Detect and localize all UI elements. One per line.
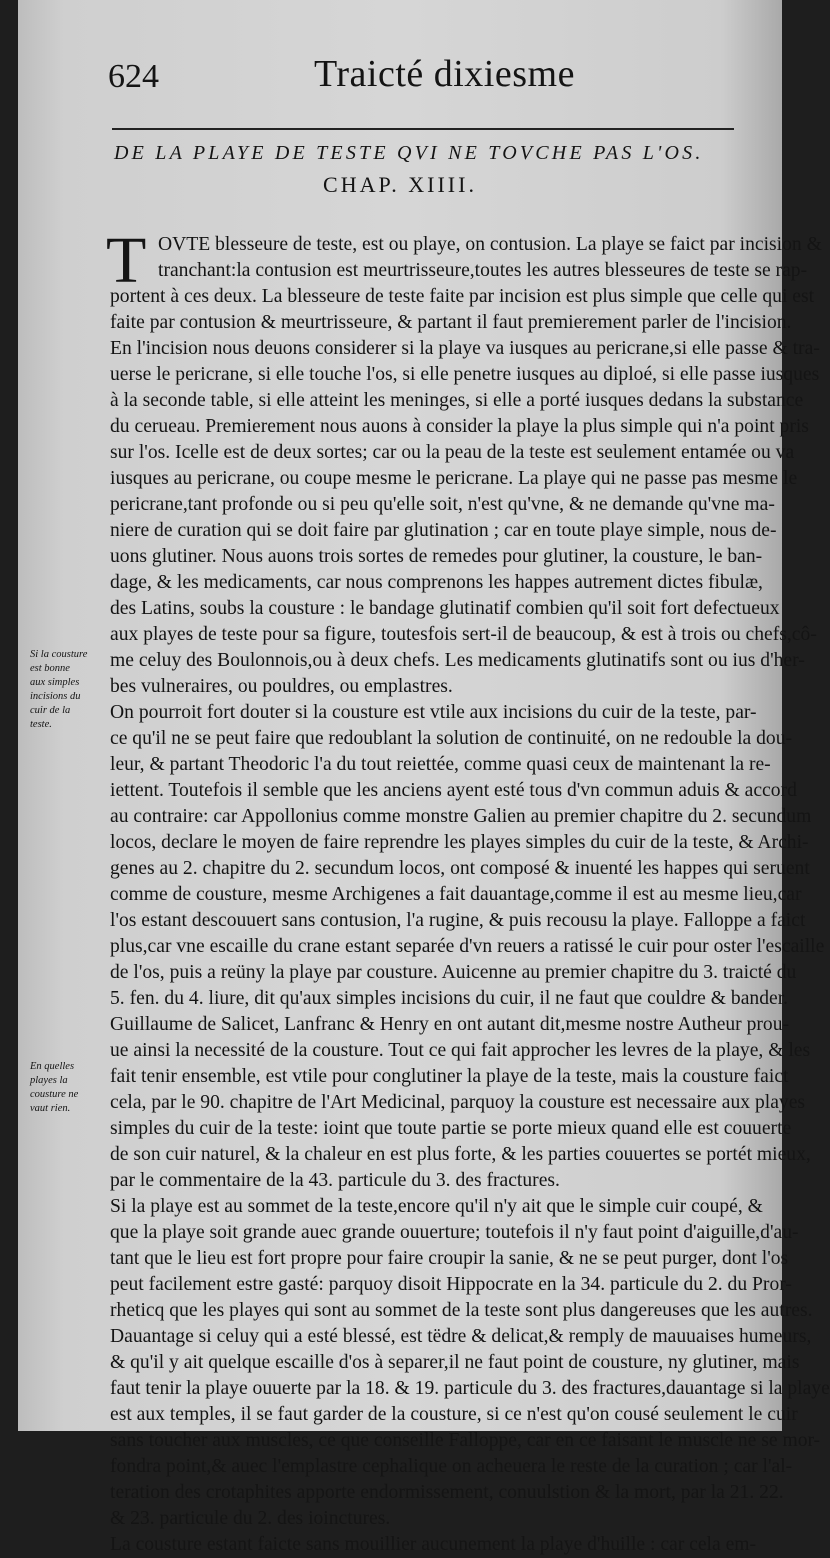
margin-note-line: En quelles [30, 1061, 75, 1072]
text-line: tant que le lieu est fort propre pour faire croupir la sanie, & ne se peut purger, dont l'os [110, 1248, 789, 1269]
margin-note-line: teste. [30, 719, 52, 730]
text-line: leur, & partant Theodoric l'a du tout reiettée, comme quasi ceux de maintenant la re- [110, 754, 771, 775]
text-line: simples du cuir de la teste: ioint que toute partie se porte mieux quand elle est couuerte [110, 1118, 792, 1139]
text-line: tranchant:la contusion est meurtrisseure,toutes les autres blesseures de teste se rap- [158, 260, 808, 281]
text-line: iusques au pericrane, ou coupe mesme le pericrane. La playe qui ne passe pas mesme le [110, 468, 798, 489]
margin-note-line: cuir de la [30, 705, 71, 716]
text-line: dage, & les medicaments, car nous comprenons les happes autrement dictes fibulæ, [110, 572, 763, 593]
margin-note-1 [30, 648, 104, 732]
text-line: & qu'il y ait quelque escaille d'os à separer,il ne faut point de cousture, ny glutiner, mais [110, 1352, 800, 1373]
text-line: niere de curation qui se doit faire par glutination ; car en toute playe simple, nous de- [110, 520, 777, 541]
text-line: & 23. particule du 2. des ioinctures. [110, 1508, 391, 1529]
text-line: OVTE blesseure de teste, est ou playe, on contusion. La playe se faict par incision & [158, 234, 822, 255]
text-line: fait tenir ensemble, est vtile pour conglutiner la playe de la teste, mais la cousture faict [110, 1066, 789, 1087]
text-line: Dauantage si celuy qui a esté blessé, est tëdre & delicat,& remply de mauuaises humeurs, [110, 1326, 812, 1347]
margin-note-line: vaut rien. [30, 1103, 71, 1114]
text-line: me celuy des Boulonnois,ou à deux chefs. Les medicaments glutinatifs sont ou ius d'her- [110, 650, 805, 671]
margin-note-line: aux simples [30, 677, 80, 688]
text-line: peut facilement estre gasté: parquoy disoit Hippocrate en la 34. particule du 2. du Pror- [110, 1274, 792, 1295]
text-line: Guillaume de Salicet, Lanfranc & Henry en ont autant dit,mesme nostre Autheur prou- [110, 1014, 790, 1035]
text-line: 5. fen. du 4. liure, dit qu'aux simples incisions du cuir, il ne faut que couldre & bander. [110, 988, 789, 1009]
text-line: au contraire: car Appollonius comme monstre Galien au premier chapitre du 2. secundum [110, 806, 812, 827]
text-line: sans toucher aux muscles, ce que conseille Falloppe, car en ce faisant le muscle ne se mor- [110, 1430, 821, 1451]
text-line: de l'os, puis a reüny la playe par cousture. Auicenne au premier chapitre du 3. traicté du [110, 962, 797, 983]
text-line: plus,car vne escaille du crane estant separée d'vn reuers a ratissé le cuir pour oster l'escaille [110, 936, 825, 957]
margin-note-line: cousture ne [30, 1089, 79, 1100]
text-line: rheticq que les playes qui sont au sommet de la teste sont plus dangereuses que les autres. [110, 1300, 813, 1321]
page-number: 624 [108, 58, 159, 95]
text-line: La cousture estant faicte sans mouillier aucunement la playe d'huille : car cela em- [110, 1534, 757, 1555]
text-line: uerse le pericrane, si elle touche l'os, si elle penetre iusques au diploé, si elle passe iusques [110, 364, 820, 385]
text-line: aux playes de teste pour sa figure, toutesfois sert-il de beaucoup, & est à trois ou chefs,cô- [110, 624, 817, 645]
margin-note-line: Si la cousture [30, 649, 88, 660]
text-line: faite par contusion & meurtrisseure, & partant il faut premierement parler de l'incision. [110, 312, 792, 333]
text-line: faut tenir la playe ouuerte par la 18. & 19. particule du 3. des fractures,dauantage si la playe [110, 1378, 830, 1399]
margin-note-2 [30, 1060, 104, 1116]
text-line: que la playe soit grande auec grande ouuerture; toutefois il n'y faut point d'aiguille,d'au- [110, 1222, 799, 1243]
text-line: portent à ces deux. La blesseure de teste faite par incision est plus simple que celle qui est [110, 286, 815, 307]
text-line: sur l'os. Icelle est de deux sortes; car ou la peau de la teste est seulement entamée ou va [110, 442, 795, 463]
text-line: pericrane,tant profonde ou si peu qu'elle soit, n'est qu'vne, & ne demande qu'vne ma- [110, 494, 775, 515]
drop-cap: T [106, 224, 147, 297]
text-line: uons glutiner. Nous auons trois sortes de remedes pour glutiner, la cousture, le ban- [110, 546, 763, 567]
running-title: Traicté dixiesme [314, 53, 575, 95]
text-line: l'os estant descouuert sans contusion, l'a rugine, & puis recousu la playe. Falloppe a faict [110, 910, 806, 931]
header-rule [112, 128, 734, 130]
text-line: par le commentaire de la 43. particule du 3. des fractures. [110, 1170, 560, 1191]
text-line: locos, declare le moyen de faire reprendre les playes simples du cuir de la teste, & Archi- [110, 832, 809, 853]
text-line: ue ainsi la necessité de la cousture. Tout ce qui fait approcher les levres de la playe, & les [110, 1040, 811, 1061]
text-line: de son cuir naturel, & la chaleur en est plus forte, & les parties couuertes se portét mieux, [110, 1144, 811, 1165]
margin-note-line: playes la [30, 1075, 68, 1086]
text-line: On pourroit fort douter si la cousture est vtile aux incisions du cuir de la teste, par- [110, 702, 757, 723]
text-line: cela, par le 90. chapitre de l'Art Medicinal, parquoy la cousture est necessaire aux playes [110, 1092, 806, 1113]
text-line: des Latins, soubs la cousture : le bandage glutinatif combien qu'il soit fort defectueux [110, 598, 780, 619]
book-page [18, 0, 830, 1555]
text-line: genes au 2. chapitre du 2. secundum locos, ont composé & inuenté les happes qui seruent [110, 858, 810, 879]
text-line: teration des crotaphites apporte endormissement, conuulstion & la mort, par la 21. 22. [110, 1482, 784, 1503]
text-line: Si la playe est au sommet de la teste,encore qu'il n'y ait que le simple cuir coupé, & [110, 1196, 763, 1217]
text-line: iettent. Toutefois il semble que les anciens ayent esté tous d'vn commun aduis & accord [110, 780, 797, 801]
chapter-heading: DE LA PLAYE DE TESTE QVI NE TOVCHE PAS L'OS. [114, 142, 704, 164]
text-line: comme de cousture, mesme Archigenes a fait dauantage,comme il est au mesme lieu,car [110, 884, 802, 905]
margin-note-line: incisions du [30, 691, 81, 702]
text-line: est aux temples, il se faut garder de la cousture, si ce n'est qu'on cousé seulement le cuir [110, 1404, 798, 1425]
text-line: En l'incision nous deuons considerer si la playe va iusques au pericrane,si elle passe & tra- [110, 338, 820, 359]
text-line: bes vulneraires, ou pouldres, ou emplastres. [110, 676, 453, 697]
text-line: ce qu'il ne se peut faire que redoublant la solution de continuité, on ne redouble la dou- [110, 728, 793, 749]
margin-note-line: est bonne [30, 663, 70, 674]
text-line: fondra point,& auec l'emplastre cephalique on acheuera le reste de la curation ; car l'al- [110, 1456, 793, 1477]
chapter-number: CHAP. XIIII. [323, 172, 477, 197]
text-line: à la seconde table, si elle atteint les meninges, si elle a porté iusques dedans la substance [110, 390, 804, 411]
text-line: du cerueau. Premierement nous auons à consider la playe la plus simple qui n'a point pris [110, 416, 809, 437]
